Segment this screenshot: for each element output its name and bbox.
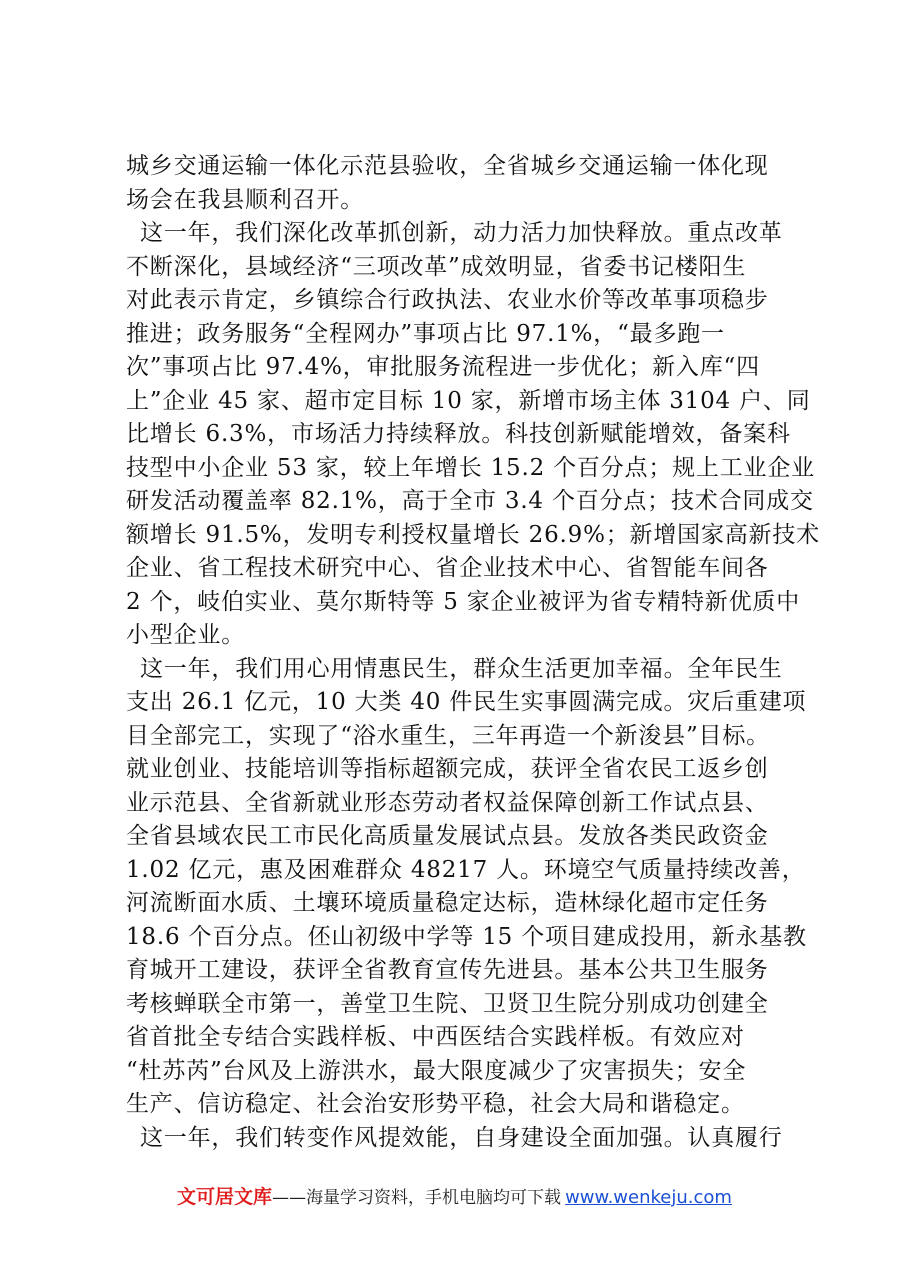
text-line: 对此表示肯定，乡镇综合行政执法、农业水价等改革事项稳步 xyxy=(126,287,769,313)
text-line: 业示范县、全省新就业形态劳动者权益保障创新工作试点县、 xyxy=(126,789,769,816)
text-line: 企业、省工程技术研究中心、省企业技术中心、省智能车间各 xyxy=(126,555,769,581)
text-line: 支出 26.1 亿元，10 大类 40 件民生实事圆满完成。灾后重建项 xyxy=(126,689,807,715)
text-line: 城乡交通运输一体化示范县验收，全省城乡交通运输一体化现 xyxy=(126,153,769,179)
text-line: 18.6 个百分点。伾山初级中学等 15 个项目建成投用，新永基教 xyxy=(126,923,807,950)
text-line: 技型中小企业 53 家，较上年增长 15.2 个百分点；规上工业企业 xyxy=(126,454,815,481)
footer-website-link[interactable]: www.wenkeju.com xyxy=(565,1187,732,1208)
text-line: 育城开工建设，获评全省教育宣传先进县。基本公共卫生服务 xyxy=(126,957,769,983)
text-line: 额增长 91.5%，发明专利授权量增长 26.9%；新增国家高新技术 xyxy=(126,521,820,548)
text-line: 研发活动覆盖率 82.1%，高于全市 3.4 个百分点；技术合同成交 xyxy=(126,488,814,514)
text-line: 上”企业 45 家、超市定目标 10 家，新增市场主体 3104 户、同 xyxy=(126,387,811,414)
document-body xyxy=(126,150,820,1155)
footer-tagline: ——海量学习资料，手机电脑均可下载 xyxy=(272,1188,562,1208)
footer-brand: 文可居文库 xyxy=(177,1186,273,1208)
text-line: 比增长 6.3%，市场活力持续释放。科技创新赋能增效，备案科 xyxy=(126,421,791,447)
text-line: 考核蝉联全市第一，善堂卫生院、卫贤卫生院分别成功创建全 xyxy=(126,990,769,1017)
text-line: 全省县域农民工市民化高质量发展试点县。发放各类民政资金 xyxy=(126,823,769,849)
text-line: 河流断面水质、土壤环境质量稳定达标，造林绿化超市定任务 xyxy=(126,890,769,916)
paragraph-start-line: 这一年，我们转变作风提效能，自身建设全面加强。认真履行 xyxy=(140,1124,783,1151)
text-line: 小型企业。 xyxy=(126,622,245,648)
text-line: 推进；政务服务“全程网办”事项占比 97.1%，“最多跑一 xyxy=(126,320,725,347)
text-line: 目全部完工，实现了“浴水重生，三年再造一个新浚县”目标。 xyxy=(126,722,770,749)
footer-banner xyxy=(0,1182,909,1209)
paragraph-start-line: 这一年，我们用心用情惠民生，群众生活更加幸福。全年民生 xyxy=(140,655,783,682)
text-line: 2 个，岐伯实业、莫尔斯特等 5 家企业被评为省专精特新优质中 xyxy=(126,588,800,615)
text-line: 生产、信访稳定、社会治安形势平稳，社会大局和谐稳定。 xyxy=(126,1091,745,1117)
text-line: 省首批全专结合实践样板、中西医结合实践样板。有效应对 xyxy=(126,1024,745,1050)
text-line: 1.02 亿元，惠及困难群众 48217 人。环境空气质量持续改善， xyxy=(126,856,806,883)
text-line: 不断深化，县域经济“三项改革”成效明显，省委书记楼阳生 xyxy=(126,253,747,280)
text-line: 场会在我县顺利召开。 xyxy=(126,186,364,213)
text-line: 次”事项占比 97.4%，审批服务流程进一步优化；新入库“四 xyxy=(126,354,760,380)
text-line: 就业创业、技能培训等指标超额完成，获评全省农民工返乡创 xyxy=(126,756,769,782)
paragraph-start-line: 这一年，我们深化改革抓创新，动力活力加快释放。重点改革 xyxy=(140,220,783,246)
text-line: “杜苏芮”台风及上游洪水，最大限度减少了灾害损失；安全 xyxy=(126,1057,747,1084)
